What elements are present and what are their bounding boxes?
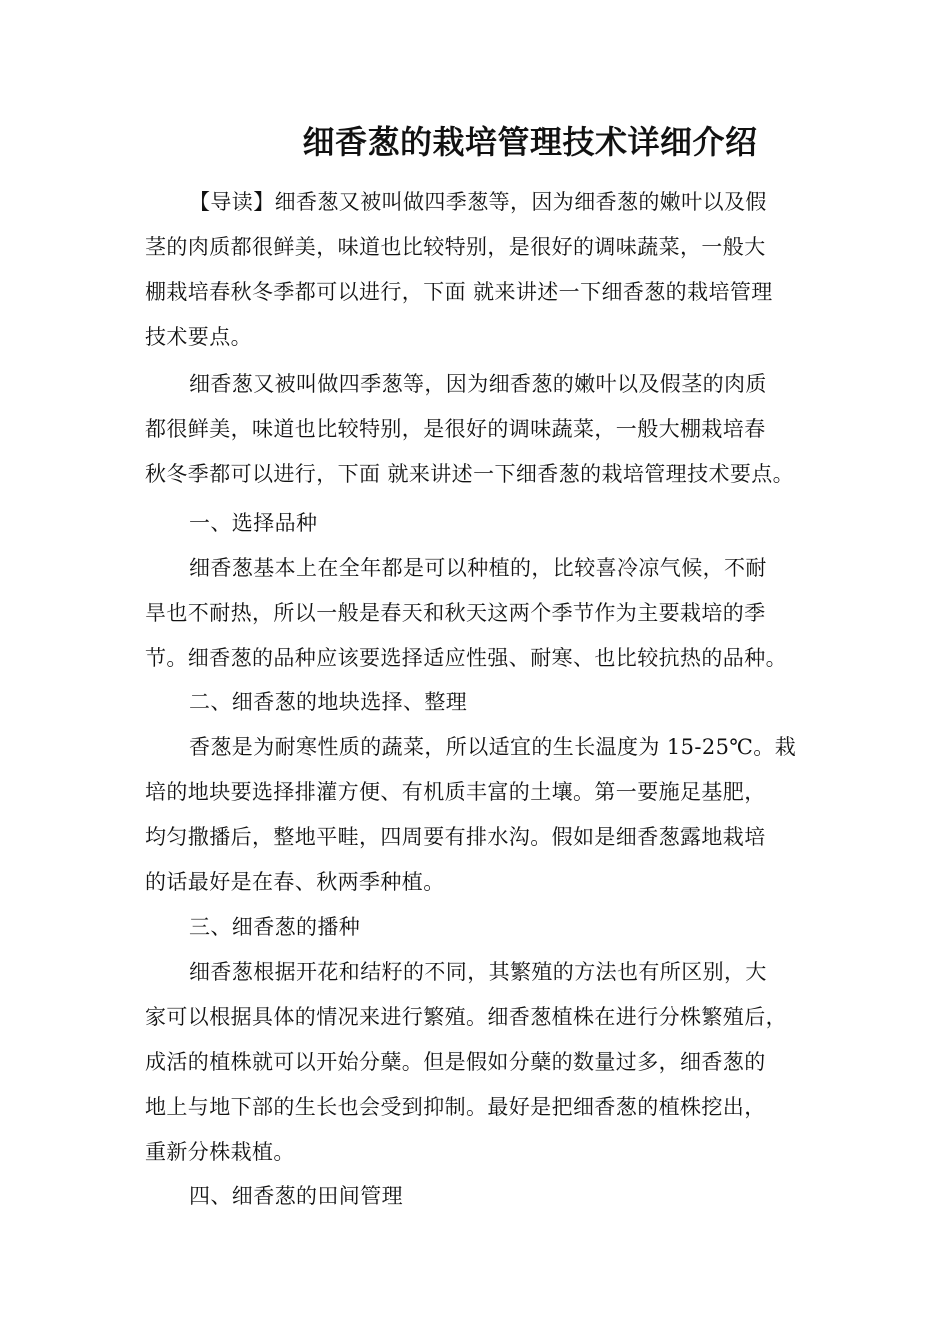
body-paragraph-1 — [145, 362, 815, 497]
document-title: 细香葱的栽培管理技术详细介绍 — [302, 123, 758, 161]
paragraph-line: 细香葱根据开花和结籽的不同，其繁殖的方法也有所区别，大 — [189, 960, 767, 984]
body-paragraph-2 — [145, 546, 815, 681]
paragraph-line: 细香葱基本上在全年都是可以种植的，比较喜冷凉气候，不耐 — [189, 556, 767, 580]
intro-paragraph — [145, 180, 815, 360]
paragraph-line: 细香葱又被叫做四季葱等，因为细香葱的嫩叶以及假茎的肉质 — [189, 372, 767, 396]
section-heading-3: 三、细香葱的播种 — [189, 915, 361, 939]
paragraph-line: 家可以根据具体的情况来进行繁殖。细香葱植株在进行分株繁殖后， — [145, 1005, 787, 1029]
paragraph-line: 重新分株栽植。 — [145, 1140, 295, 1164]
paragraph-line: 技术要点。 — [145, 325, 252, 349]
body-paragraph-3 — [145, 725, 815, 905]
body-paragraph-4 — [145, 950, 815, 1175]
section-heading-4: 四、细香葱的田间管理 — [189, 1184, 403, 1208]
paragraph-line: 棚栽培春秋冬季都可以进行，下面 就来讲述一下细香葱的栽培管理 — [145, 280, 773, 304]
paragraph-line: 的话最好是在春、秋两季种植。 — [145, 870, 445, 894]
paragraph-line: 地上与地下部的生长也会受到抑制。最好是把细香葱的植株挖出， — [145, 1095, 766, 1119]
paragraph-line: 秋冬季都可以进行，下面 就来讲述一下细香葱的栽培管理技术要点。 — [145, 462, 795, 486]
paragraph-line: 均匀撒播后，整地平畦，四周要有排水沟。假如是细香葱露地栽培 — [145, 825, 766, 849]
paragraph-line: 茎的肉质都很鲜美，味道也比较特别，是很好的调味蔬菜，一般大 — [145, 235, 766, 259]
paragraph-line: 培的地块要选择排灌方便、有机质丰富的土壤。第一要施足基肥， — [145, 780, 766, 804]
section-heading-1: 一、选择品种 — [189, 511, 318, 535]
paragraph-line: 节。细香葱的品种应该要选择适应性强、耐寒、也比较抗热的品种。 — [145, 646, 787, 670]
paragraph-line: 旱也不耐热，所以一般是春天和秋天这两个季节作为主要栽培的季 — [145, 601, 766, 625]
paragraph-line: 香葱是为耐寒性质的蔬菜，所以适宜的生长温度为 15-25℃。栽 — [189, 735, 797, 759]
paragraph-line: 成活的植株就可以开始分蘖。但是假如分蘖的数量过多，细香葱的 — [145, 1050, 766, 1074]
paragraph-line: 【导读】细香葱又被叫做四季葱等，因为细香葱的嫩叶以及假 — [189, 190, 767, 214]
paragraph-line: 都很鲜美，味道也比较特别，是很好的调味蔬菜，一般大棚栽培春 — [145, 417, 766, 441]
section-heading-2: 二、细香葱的地块选择、整理 — [189, 690, 468, 714]
